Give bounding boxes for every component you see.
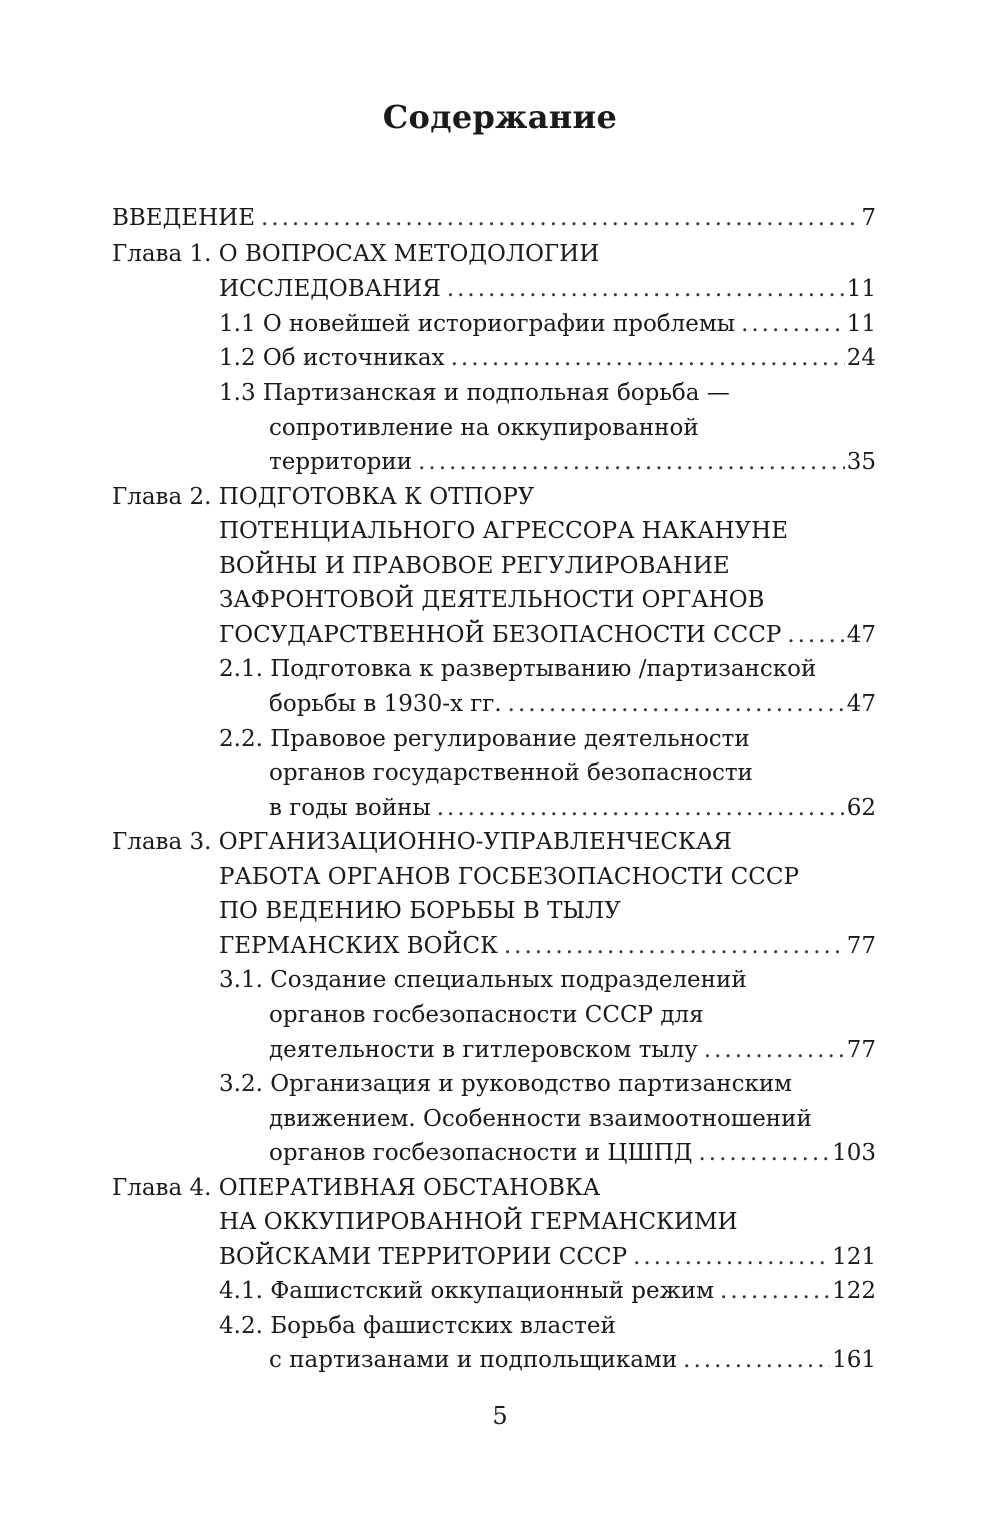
toc-entry-text: органов госбезопасности и ЦШПД xyxy=(269,1140,693,1166)
toc-page-number: 77 xyxy=(846,933,876,959)
leader-dots xyxy=(741,307,845,341)
toc-chapter-2-line-4: ЗАФРОНТОВОЙ ДЕЯТЕЛЬНОСТИ ОРГАНОВ xyxy=(219,587,765,613)
toc-chapter-3-line-2: РАБОТА ОРГАНОВ ГОСБЕЗОПАСНОСТИ СССР xyxy=(219,864,799,890)
toc-page-number: 47 xyxy=(846,622,876,648)
toc-chapter-2-entry xyxy=(219,618,876,652)
leader-dots xyxy=(447,272,845,306)
toc-page-number: 62 xyxy=(846,795,876,821)
toc-page-number: 11 xyxy=(846,276,876,302)
toc-section-2-1 xyxy=(269,687,876,721)
leader-dots xyxy=(787,618,844,652)
toc-entry-text: территории xyxy=(269,449,413,475)
toc-entry-text: ВОЙСКАМИ ТЕРРИТОРИИ СССР xyxy=(219,1244,628,1270)
page-title: Содержание xyxy=(382,98,618,136)
toc-entry-text: 1.1 О новейшей историографии проблемы xyxy=(219,311,736,337)
toc-chapter-4-line-2: НА ОККУПИРОВАННОЙ ГЕРМАНСКИМИ xyxy=(219,1209,738,1235)
page-number: 5 xyxy=(492,1402,508,1430)
toc-entry-text: с партизанами и подпольщиками xyxy=(269,1347,678,1373)
toc-section-2-2 xyxy=(269,791,876,825)
toc-page-number: 24 xyxy=(846,345,876,371)
leader-dots xyxy=(508,687,845,721)
toc-page-number: 77 xyxy=(846,1037,876,1063)
leader-dots xyxy=(504,929,845,963)
toc-page-number: 11 xyxy=(846,311,876,337)
toc-page-number: 35 xyxy=(846,449,876,475)
toc-chapter-3-line-3: ПО ВЕДЕНИЮ БОРЬБЫ В ТЫЛУ xyxy=(219,898,621,924)
toc-section-3-1-line-1: 3.1. Создание специальных подразделений xyxy=(219,967,747,993)
toc-page-number: 7 xyxy=(861,205,876,231)
toc-chapter-2-heading: Глава 2. ПОДГОТОВКА К ОТПОРУ xyxy=(112,484,535,510)
toc-entry-text: ГОСУДАРСТВЕННОЙ БЕЗОПАСНОСТИ СССР xyxy=(219,622,782,648)
toc-page-number: 121 xyxy=(832,1244,876,1270)
toc-section-4-2-line-1: 4.2. Борьба фашистских властей xyxy=(219,1313,616,1339)
toc-entry-text: ГЕРМАНСКИХ ВОЙСК xyxy=(219,933,498,959)
toc-section-4-1 xyxy=(219,1274,876,1308)
toc-entry-text: 4.1. Фашистский оккупационный режим xyxy=(219,1278,715,1304)
toc-section-1-3 xyxy=(269,445,876,479)
leader-dots xyxy=(633,1240,830,1274)
toc-section-1-3-line-2: сопротивление на оккупированной xyxy=(269,415,699,441)
leader-dots xyxy=(261,201,859,235)
toc-page-number: 161 xyxy=(832,1347,876,1373)
toc-chapter-1-heading: Глава 1. О ВОПРОСАХ МЕТОДОЛОГИИ xyxy=(112,241,600,267)
toc-section-3-2 xyxy=(269,1136,876,1170)
toc-section-2-2-line-1: 2.2. Правовое регулирование деятельности xyxy=(219,726,750,752)
toc-entry-text: в годы войны xyxy=(269,795,431,821)
toc-chapter-3-entry xyxy=(219,929,876,963)
toc-chapter-2-line-3: ВОЙНЫ И ПРАВОВОЕ РЕГУЛИРОВАНИЕ xyxy=(219,553,730,579)
toc-section-1-2 xyxy=(219,341,876,375)
leader-dots xyxy=(704,1033,845,1067)
toc-entry-text: борьбы в 1930-х гг. xyxy=(269,691,502,717)
leader-dots xyxy=(451,341,845,375)
leader-dots xyxy=(720,1274,830,1308)
leader-dots xyxy=(698,1136,830,1170)
toc-page-number: 122 xyxy=(832,1278,876,1304)
toc-entry-text: деятельности в гитлеровском тылу xyxy=(269,1037,698,1063)
toc-section-3-1 xyxy=(269,1033,876,1067)
toc-section-1-3-line-1: 1.3 Партизанская и подпольная борьба — xyxy=(219,380,730,406)
toc-section-1-1 xyxy=(219,307,876,341)
leader-dots xyxy=(418,445,845,479)
toc-section-2-2-line-2: органов государственной безопасности xyxy=(269,760,753,786)
leader-dots xyxy=(683,1343,830,1377)
toc-entry-text: ВВЕДЕНИЕ xyxy=(112,205,255,231)
toc-entry-text: 1.2 Об источниках xyxy=(219,345,445,371)
toc-section-4-2 xyxy=(269,1343,876,1377)
toc-chapter-4-heading: Глава 4. ОПЕРАТИВНАЯ ОБСТАНОВКА xyxy=(112,1175,601,1201)
toc-page-number: 103 xyxy=(832,1140,876,1166)
toc-chapter-3-heading: Глава 3. ОРГАНИЗАЦИОННО-УПРАВЛЕНЧЕСКАЯ xyxy=(112,829,732,855)
leader-dots xyxy=(437,791,845,825)
toc-page-number: 47 xyxy=(846,691,876,717)
toc-chapter-2-line-2: ПОТЕНЦИАЛЬНОГО АГРЕССОРА НАКАНУНЕ xyxy=(219,518,789,544)
toc-chapter-4-entry xyxy=(219,1240,876,1274)
toc-section-3-2-line-1: 3.2. Организация и руководство партизанским xyxy=(219,1071,793,1097)
toc-chapter-1-entry xyxy=(219,272,876,306)
toc-entry-intro xyxy=(112,201,876,235)
toc-entry-text: ИССЛЕДОВАНИЯ xyxy=(219,276,441,302)
toc-section-3-2-line-2: движением. Особенности взаимоотношений xyxy=(269,1106,812,1132)
toc-section-3-1-line-2: органов госбезопасности СССР для xyxy=(269,1002,704,1028)
toc-section-2-1-line-1: 2.1. Подготовка к развертыванию /партизанской xyxy=(219,656,817,682)
